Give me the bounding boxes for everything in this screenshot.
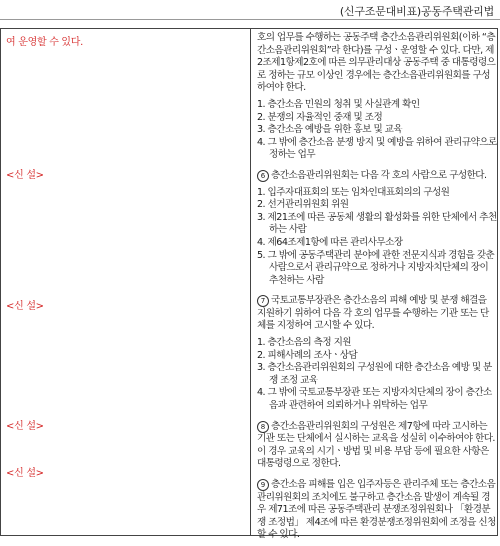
document-title: (신구조문대비표)공동주택관리법	[339, 5, 494, 18]
list-item: 3. 제21조에 따른 공동체 생활의 활성화를 위한 단체에서 추천하는 사람	[257, 211, 497, 236]
list-item: 1. 층간소음의 측정 지원	[257, 337, 352, 349]
paragraph-7	[257, 295, 497, 333]
list-item: 4. 그 밖에 층간소음 분쟁 방지 및 예방을 위하여 관리규약으로 정하는 업무	[257, 136, 497, 161]
paragraph-7-text: 국토교통부장관은 층간소음의 피해 예방 및 분쟁 해결을 지원하기 위하여 다음 각 호의 업무를 수행하는 기관 또는 단체를 지정하여 고시할 수 있다.	[257, 295, 489, 332]
list-item: 1. 층간소음 민원의 청취 및 사실관계 확인	[257, 98, 420, 110]
paragraph-6	[257, 170, 497, 183]
list-item: 2. 분쟁의 자율적인 중재 및 조정	[257, 111, 383, 123]
paragraph-8	[257, 421, 497, 471]
list-item: 4. 제64조제1항에 따른 관리사무소장	[257, 236, 403, 248]
list-item: 3. 층간소음 예방을 위한 홍보 및 교육	[257, 124, 403, 136]
paragraph-9	[257, 479, 497, 542]
list-item: 5. 그 밖에 공동주택관리 분야에 관한 전문지식과 경험을 갖춘 사람으로서 관리규약으로 정하거나 지방자치단체의 장이 추천하는 사람	[257, 249, 495, 286]
comparison-table	[0, 28, 498, 541]
circled-number-8: 8	[257, 421, 269, 433]
page-header	[0, 0, 500, 22]
list-item: 2. 피해사례의 조사ㆍ상담	[257, 349, 358, 361]
new-label-8: <신 설>	[6, 421, 44, 432]
new-provisions-column	[257, 32, 497, 546]
list-item: 1. 입주자대표회의 또는 임차인대표회의의 구성원	[257, 186, 450, 198]
list-item: 2. 선거관리위원회 위원	[257, 199, 349, 211]
circled-number-6: 6	[257, 170, 269, 182]
list-item: 4. 그 밖에 국토교통부장관 또는 지방자치단체의 장이 층간소음과 관련하여 의뢰하거나 위탁하는 업무	[257, 387, 492, 412]
list-item: 3. 층간소음관리위원회의 구성원에 대한 층간소음 예방 및 분쟁 조정 교육	[257, 362, 492, 386]
circled-number-7: 7	[257, 295, 269, 307]
paragraph-8-text: 층간소음관리위원회의 구성원은 제7항에 따라 고시하는 기관 또는 단체에서 실시하는 교육을 성실히 이수하여야 한다. 이 경우 교육의 시기ㆍ방법 및 비용 부담 등에 필요한 사항은 대통령령으로 정한다.	[257, 420, 495, 470]
column-divider	[250, 29, 251, 535]
circled-number-9: 9	[257, 479, 269, 491]
new-label-7: <신 설>	[6, 301, 44, 312]
paragraph-5-text: 호의 업무를 수행하는 공동주택 층간소음관리위원회(이하 “층간소음관리위원회”라 한다)를 구성ㆍ운영할 수 있다. 다만, 제2조제1항제2호에 따른 의무관리대상 공동주택 중 대통령령으로 정하는 규모 이상인 경우에는 층간소음관리위원회를 구성하여야 한다.	[257, 32, 496, 94]
header-rule	[0, 19, 500, 20]
new-label-6: <신 설>	[6, 170, 44, 181]
new-label-9: <신 설>	[6, 468, 44, 479]
paragraph-9-text: 층간소음 피해를 입은 입주자등은 관리주체 또는 층간소음관리위원회의 조치에도 불구하고 층간소음 발생이 계속될 경우 제71조에 따른 공동주택관리 분쟁조정위원회나 「환경분쟁 조정법」 제4조에 따른 환경분쟁조정위원회에 조정을 신청할 수 있다.	[257, 479, 496, 541]
paragraph-6-text: 층간소음관리위원회는 다음 각 호의 사람으로 구성한다.	[271, 169, 487, 181]
left-row-1-text: 여 운영할 수 있다.	[6, 37, 84, 48]
